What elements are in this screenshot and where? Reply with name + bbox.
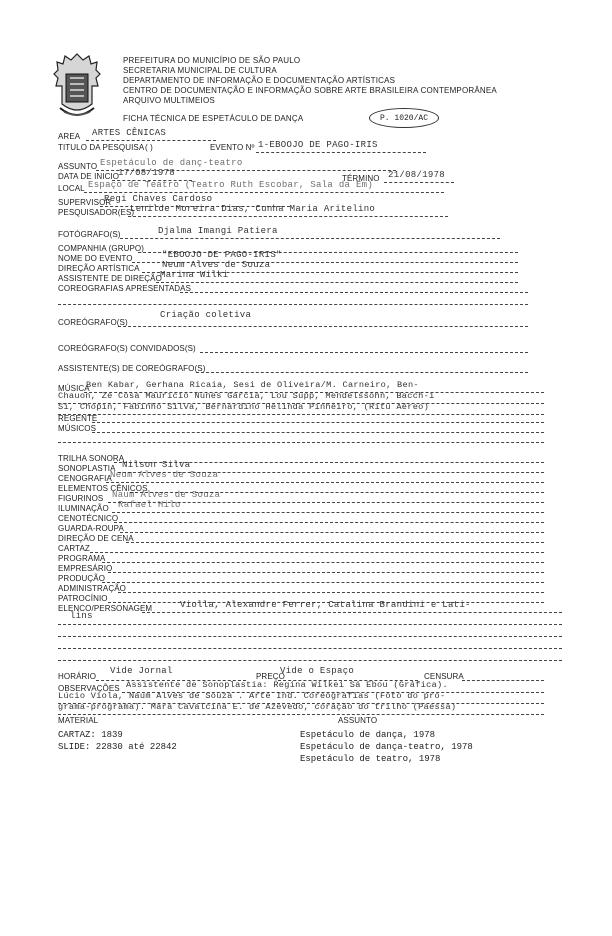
musica-label: MÚSICA xyxy=(58,384,90,393)
header-centro: CENTRO DE DOCUMENTAÇÃO E INFORMAÇÃO SOBRE ARTE BRASILEIRA CONTEMPORÂNEA xyxy=(123,86,497,95)
figurinos-value: Naum Alves de Souza xyxy=(112,490,221,500)
preco-label: PREÇO xyxy=(256,672,285,681)
elenco-label: ELENCO/PERSONAGEM xyxy=(58,604,153,613)
cenografia-value: Neum Alves de Souza xyxy=(110,470,219,480)
empresario-label: EMPRESÁRIO xyxy=(58,564,113,573)
coreografos-convidados-label: COREÓGRAFO(S) CONVIDADOS(S) xyxy=(58,344,196,353)
data-inicio-label: DATA DE INICIO xyxy=(58,172,120,181)
sonoplastia-value: Nilson Silva xyxy=(122,460,191,470)
assistente-direcao-value: Marina Wilki xyxy=(160,270,229,280)
coreografias-label: COREOGRAFIAS APRESENTADAS xyxy=(58,284,192,293)
evento-value: 1-EBOOJO DE PAGO-IRIS xyxy=(258,140,378,150)
censura-label: CENSURA xyxy=(424,672,464,681)
form-title: FICHA TÉCNICA DE ESPETÁCULO DE DANÇA xyxy=(123,114,304,123)
nome-evento-value: "EBOOJO DE PAGO-IRIS" xyxy=(162,250,282,260)
evento-label: EVENTO Nº xyxy=(210,143,255,152)
local-value: Espaço de Teatro (Teatro Ruth Escobar, Sala da Em) xyxy=(88,180,374,190)
header-prefeitura: PREFEITURA DO MUNICÍPIO DE SÃO PAULO xyxy=(123,56,301,65)
fotografos-label: FOTÓGRAFO(S) xyxy=(58,230,121,239)
assistente-direcao-label: ASSISTENTE DE DIREÇÃO xyxy=(58,274,162,283)
coreografos-value: Criação coletiva xyxy=(160,310,252,320)
titulo-pesquisa-label: TITULO DA PESQUISA xyxy=(58,143,145,152)
pesquisador-label: PESQUISADOR(ES) xyxy=(58,208,135,217)
patrocinio-label: PATROCÍNIO xyxy=(58,594,108,603)
sonoplastia-label: SONOPLASTIA xyxy=(58,464,116,473)
direcao-cena-label: DIREÇÃO DE CENA xyxy=(58,534,134,543)
observacoes-label: OBSERVAÇÕES xyxy=(58,684,120,693)
cartaz-number: CARTAZ: 1839 xyxy=(58,730,123,740)
nome-evento-label: NOME DO EVENTO xyxy=(58,254,133,263)
fotografos-value: Djalma Imangi Patiera xyxy=(158,226,278,236)
regente-label: REGENTE xyxy=(58,414,98,423)
assunto-value: Espetáculo de danç-teatro xyxy=(100,158,243,168)
termino-label: TÉRMINO xyxy=(342,174,380,183)
coreografos-label: COREÓGRAFO(S) xyxy=(58,318,128,327)
assunto-item-1: Espetáculo de dança, 1978 xyxy=(300,730,436,740)
observacoes-line-1: Assistente de Sonoplastia: Regina Wilkei Sá Ebou (Gráfica). xyxy=(126,680,448,690)
data-inicio-value: 17/08/1978 xyxy=(118,168,176,178)
elenco-value: Violla, Alexandre Ferrer, Catalina Brandini e Lati- xyxy=(180,600,471,610)
assistente-coreografo-label: ASSISTENTE(S) DE COREÓGRAFO(S) xyxy=(58,364,206,373)
elementos-cenicos-label: ELEMENTOS CÊNICOS xyxy=(58,484,148,493)
trilha-sonora-label: TRILHA SONORA xyxy=(58,454,125,463)
header-arquivo: ARQUIVO MULTIMEIOS xyxy=(123,96,215,105)
musica-line-2: Chauon, Ze Cosa Mauricio Nunes Garcia, Lou Supp, Mendelssohn, Bacch-i xyxy=(58,391,435,401)
pesquisador-value: Lenilde Moreira Dias, Cunha Maria Aritelino xyxy=(130,204,376,214)
supervisor-label: SUPERVISOR xyxy=(58,198,112,207)
assunto-bottom-label: ASSUNTO xyxy=(338,716,378,725)
programa-label: PROGRAMA xyxy=(58,554,106,563)
cenotecnico-label: CENOTÉCNICO xyxy=(58,514,119,523)
producao-label: PRODUÇÃO xyxy=(58,574,106,583)
figurinos-label: FIGURINOS xyxy=(58,494,104,503)
elenco-value-2: lins xyxy=(70,611,93,621)
preco-value: Vide o Espaço xyxy=(280,666,355,676)
iluminacao-value: Rafael Hilo xyxy=(118,500,181,510)
material-label: MATERIAL xyxy=(58,716,99,725)
iluminacao-label: ILUMINAÇÃO xyxy=(58,504,109,513)
companhia-label: COMPANHIA (GRUPO) xyxy=(58,244,145,253)
musica-line-3: Si, Chopin, Fabinho Silva, Bernardino Helinda Pinheiro, (Ritu Aéreo) xyxy=(58,402,430,412)
direcao-artistica-value: Neum Alves de Souza xyxy=(162,260,271,270)
observacoes-line-3: grama-programa). Mara Cavalcina E. de Azevedo, coração do trilho (Paessa) xyxy=(58,702,457,712)
horario-label: HORÁRIO xyxy=(58,672,97,681)
musicos-label: MÚSICOS xyxy=(58,424,97,433)
administracao-label: ADMINISTRAÇÃO xyxy=(58,584,126,593)
musica-line-1: Ben Kabar, Gerhana Ricaia, Sesi de Oliveira/M. Carneiro, Ben- xyxy=(86,380,419,390)
guarda-roupa-label: GUARDA-ROUPA xyxy=(58,524,124,533)
assunto-label: ASSUNTO xyxy=(58,162,98,171)
assunto-item-2: Espetáculo de dança-teatro, 1978 xyxy=(300,742,473,752)
coat-of-arms-icon xyxy=(52,52,102,122)
cenografia-label: CENOGRAFIA xyxy=(58,474,112,483)
observacoes-line-2: Lúcio Viola, Naum Alves de Souza . Arte Ind. Coreografias (Foto do pro- xyxy=(58,691,446,701)
supervisor-value: Regi Chaves Cardoso xyxy=(104,194,213,204)
titulo-pesquisa-box: ( ) xyxy=(145,143,153,152)
area-value: ARTES CÊNICAS xyxy=(92,128,167,138)
direcao-artistica-label: DIREÇÃO ARTÍSTICA xyxy=(58,264,140,273)
termino-value: 21/08/1978 xyxy=(388,170,446,180)
horario-value: Vide Jornal xyxy=(110,666,173,676)
registration-stamp: P. 1020/AC xyxy=(369,108,439,128)
cartaz-label: CARTAZ xyxy=(58,544,90,553)
area-label: AREA xyxy=(58,132,81,141)
local-label: LOCAL xyxy=(58,184,85,193)
header-secretaria: SECRETARIA MUNICIPAL DE CULTURA xyxy=(123,66,277,75)
slide-range: SLIDE: 22830 até 22842 xyxy=(58,742,177,752)
header-departamento: DEPARTAMENTO DE INFORMAÇÃO E DOCUMENTAÇÃO ARTÍSTICAS xyxy=(123,76,396,85)
assunto-item-3: Espetáculo de teatro, 1978 xyxy=(300,754,441,764)
